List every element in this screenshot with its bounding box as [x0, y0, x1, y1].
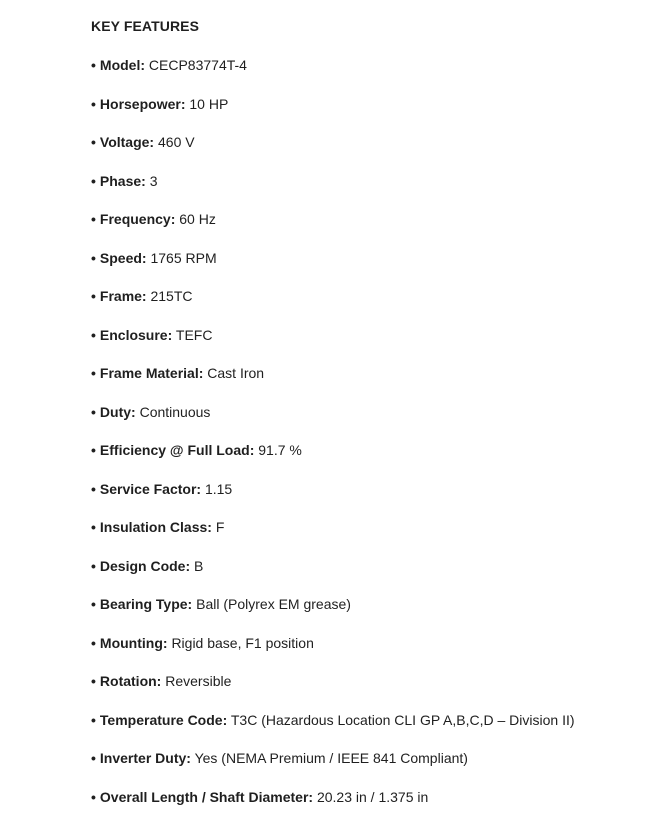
feature-item-bearing-type	[91, 595, 651, 634]
feature-value: TEFC	[176, 327, 213, 343]
feature-label: Rotation:	[100, 673, 161, 689]
bullet-icon: •	[91, 519, 96, 535]
feature-item-phase	[91, 172, 651, 211]
feature-item-frequency	[91, 210, 651, 249]
feature-label: Efficiency @ Full Load:	[100, 442, 254, 458]
key-features-section	[91, 17, 651, 826]
feature-value: 10 HP	[189, 96, 228, 112]
feature-item-frame	[91, 287, 651, 326]
feature-item-inverter-duty	[91, 749, 651, 788]
bullet-icon: •	[91, 96, 96, 112]
feature-item-efficiency	[91, 441, 651, 480]
bullet-icon: •	[91, 750, 96, 766]
feature-label: Mounting:	[100, 635, 168, 651]
feature-label: Model:	[100, 57, 145, 73]
feature-value: CECP83774T-4	[149, 57, 247, 73]
feature-value: 1765 RPM	[150, 250, 216, 266]
feature-item-rotation	[91, 672, 651, 711]
feature-item-mounting	[91, 634, 651, 673]
feature-value: F	[216, 519, 225, 535]
bullet-icon: •	[91, 712, 96, 728]
bullet-icon: •	[91, 673, 96, 689]
feature-item-speed	[91, 249, 651, 288]
bullet-icon: •	[91, 442, 96, 458]
feature-item-duty	[91, 403, 651, 442]
feature-value: Rigid base, F1 position	[171, 635, 313, 651]
feature-value: B	[194, 558, 203, 574]
feature-label: Design Code:	[100, 558, 190, 574]
bullet-icon: •	[91, 596, 96, 612]
feature-label: Speed:	[100, 250, 147, 266]
feature-item-insulation-class	[91, 518, 651, 557]
feature-label: Voltage:	[100, 134, 154, 150]
feature-label: Phase:	[100, 173, 146, 189]
feature-label: Enclosure:	[100, 327, 172, 343]
feature-label: Bearing Type:	[100, 596, 192, 612]
feature-value: 460 V	[158, 134, 195, 150]
feature-item-enclosure	[91, 326, 651, 365]
feature-label: Insulation Class:	[100, 519, 212, 535]
feature-value: 215TC	[150, 288, 192, 304]
bullet-icon: •	[91, 173, 96, 189]
feature-value: 1.15	[205, 481, 232, 497]
feature-item-design-code	[91, 557, 651, 596]
feature-label: Horsepower:	[100, 96, 186, 112]
feature-value: Ball (Polyrex EM grease)	[196, 596, 351, 612]
bullet-icon: •	[91, 288, 96, 304]
bullet-icon: •	[91, 57, 96, 73]
feature-label: Inverter Duty:	[100, 750, 191, 766]
bullet-icon: •	[91, 558, 96, 574]
feature-value: Yes (NEMA Premium / IEEE 841 Compliant)	[195, 750, 468, 766]
feature-value: Continuous	[140, 404, 211, 420]
bullet-icon: •	[91, 134, 96, 150]
bullet-icon: •	[91, 635, 96, 651]
feature-value: 20.23 in / 1.375 in	[317, 789, 428, 805]
feature-label: Duty:	[100, 404, 136, 420]
bullet-icon: •	[91, 211, 96, 227]
bullet-icon: •	[91, 365, 96, 381]
bullet-icon: •	[91, 404, 96, 420]
feature-item-frame-material	[91, 364, 651, 403]
feature-value: 60 Hz	[179, 211, 216, 227]
feature-label: Frequency:	[100, 211, 175, 227]
feature-value: 3	[150, 173, 158, 189]
feature-item-voltage	[91, 133, 651, 172]
bullet-icon: •	[91, 250, 96, 266]
bullet-icon: •	[91, 789, 96, 805]
feature-item-horsepower	[91, 95, 651, 134]
feature-item-model	[91, 56, 651, 95]
bullet-icon: •	[91, 327, 96, 343]
feature-label: Frame Material:	[100, 365, 203, 381]
feature-item-overall-length	[91, 788, 651, 826]
feature-label: Temperature Code:	[100, 712, 227, 728]
feature-item-temperature-code	[91, 711, 651, 750]
feature-label: Overall Length / Shaft Diameter:	[100, 789, 313, 805]
feature-value: 91.7 %	[258, 442, 302, 458]
feature-list	[91, 56, 651, 826]
feature-value: Cast Iron	[207, 365, 264, 381]
section-heading: KEY FEATURES	[91, 17, 651, 35]
feature-value: T3C (Hazardous Location CLI GP A,B,C,D – Division II)	[231, 712, 575, 728]
feature-label: Frame:	[100, 288, 147, 304]
feature-label: Service Factor:	[100, 481, 201, 497]
feature-item-service-factor	[91, 480, 651, 519]
bullet-icon: •	[91, 481, 96, 497]
feature-value: Reversible	[165, 673, 231, 689]
